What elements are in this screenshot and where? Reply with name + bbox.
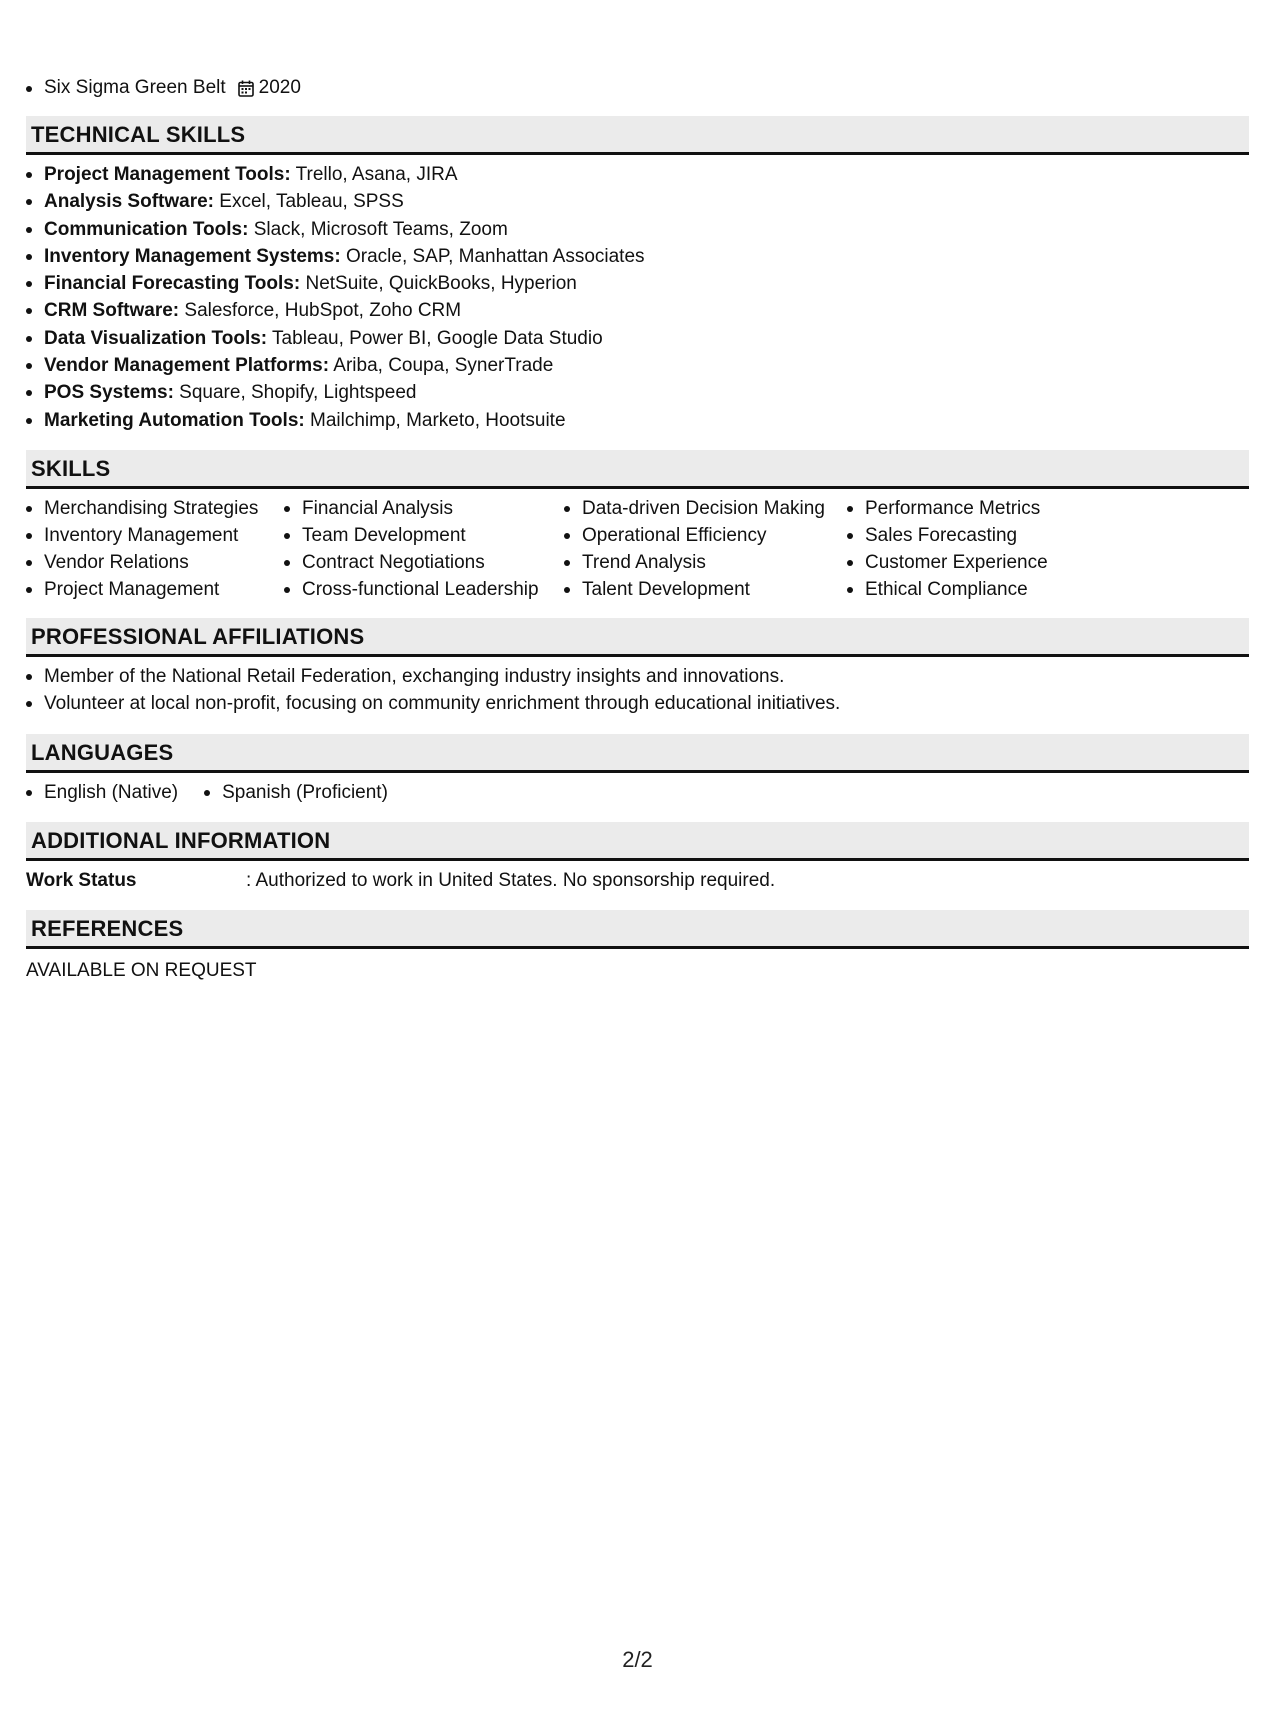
certification-name: Six Sigma Green Belt: [44, 77, 226, 98]
list-item: Financial Analysis: [302, 495, 564, 522]
list-item: Vendor Management Platforms: Ariba, Coupa, SynerTrade: [44, 352, 1249, 379]
list-item: Contract Negotiations: [302, 549, 564, 576]
skills-column-2: [284, 495, 564, 603]
work-status-row: [26, 867, 1249, 894]
technical-skills-section: [26, 116, 1249, 434]
certification-year: 2020: [258, 77, 301, 98]
list-item: Talent Development: [582, 576, 847, 603]
list-item: Cross-functional Leadership: [302, 576, 564, 603]
list-item: Spanish (Proficient): [222, 779, 388, 806]
languages-list: [26, 779, 1249, 806]
additional-info-heading: ADDITIONAL INFORMATION: [26, 822, 1249, 861]
list-item: English (Native): [44, 779, 178, 806]
languages-heading: LANGUAGES: [26, 734, 1249, 773]
list-item: Inventory Management: [44, 522, 284, 549]
list-item: Volunteer at local non-profit, focusing on community enrichment through educational initiatives.: [44, 690, 1249, 717]
skills-heading: SKILLS: [26, 450, 1249, 489]
certification-list: [26, 77, 1249, 99]
technical-skills-heading: TECHNICAL SKILLS: [26, 116, 1249, 155]
list-item: Project Management Tools: Trello, Asana, JIRA: [44, 161, 1249, 188]
list-item: Ethical Compliance: [865, 576, 1147, 603]
work-status-value: : Authorized to work in United States. No sponsorship required.: [246, 869, 776, 891]
references-text: AVAILABLE ON REQUEST: [26, 959, 257, 981]
additional-info-section: [26, 822, 1249, 894]
references-heading: REFERENCES: [26, 910, 1249, 949]
languages-section: [26, 734, 1249, 806]
list-item: Project Management: [44, 576, 284, 603]
list-item: Communication Tools: Slack, Microsoft Teams, Zoom: [44, 216, 1249, 243]
list-item: Customer Experience: [865, 549, 1147, 576]
list-item: Team Development: [302, 522, 564, 549]
list-item: Performance Metrics: [865, 495, 1147, 522]
list-item: Inventory Management Systems: Oracle, SAP, Manhattan Associates: [44, 243, 1249, 270]
list-item: Trend Analysis: [582, 549, 847, 576]
list-item: POS Systems: Square, Shopify, Lightspeed: [44, 379, 1249, 406]
calendar-icon: [238, 80, 254, 97]
list-item: Operational Efficiency: [582, 522, 847, 549]
resume-page: [0, 77, 1275, 1727]
list-item: Sales Forecasting: [865, 522, 1147, 549]
list-item: CRM Software: Salesforce, HubSpot, Zoho CRM: [44, 297, 1249, 324]
list-item: Member of the National Retail Federation, exchanging industry insights and innovations.: [44, 663, 1249, 690]
list-item: Vendor Relations: [44, 549, 284, 576]
page-number: 2/2: [622, 1647, 653, 1672]
list-item: Marketing Automation Tools: Mailchimp, Marketo, Hootsuite: [44, 407, 1249, 434]
skills-column-3: [564, 495, 847, 603]
affiliations-list: [26, 663, 1249, 718]
affiliations-section: [26, 618, 1249, 718]
work-status-label: Work Status: [26, 869, 137, 891]
skills-column-4: [847, 495, 1147, 603]
skills-section: [26, 450, 1249, 603]
technical-skills-list: [26, 161, 1249, 434]
list-item: Financial Forecasting Tools: NetSuite, QuickBooks, Hyperion: [44, 270, 1249, 297]
skills-grid: [26, 495, 1249, 603]
certification-item: [26, 77, 1249, 99]
references-section: [26, 910, 1249, 984]
list-item: Data-driven Decision Making: [582, 495, 847, 522]
list-item: Analysis Software: Excel, Tableau, SPSS: [44, 188, 1249, 215]
affiliations-heading: PROFESSIONAL AFFILIATIONS: [26, 618, 1249, 657]
skills-column-1: [26, 495, 284, 603]
list-item: Merchandising Strategies: [44, 495, 284, 522]
list-item: Data Visualization Tools: Tableau, Power BI, Google Data Studio: [44, 325, 1249, 352]
